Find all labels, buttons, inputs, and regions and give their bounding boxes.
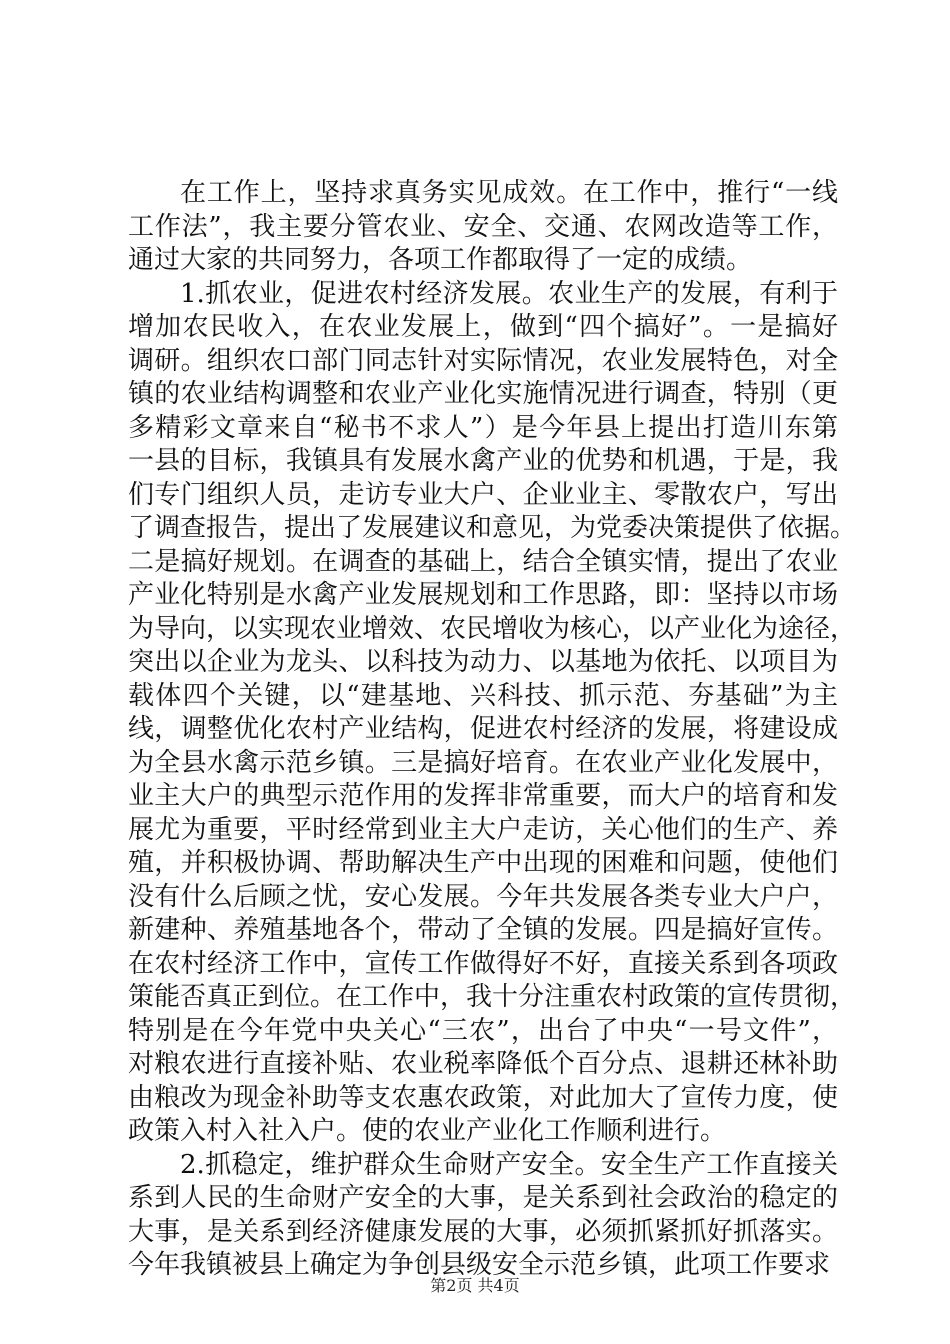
text-line: 一县的目标，我镇具有发展水禽产业的优势和机遇，于是，我 [128,446,838,476]
text-line: 增加农民收入，在农业发展上，做到“四个搞好”。一是搞好 [128,312,838,342]
text-line: 二是搞好规划。在调查的基础上，结合全镇实情，提出了农业 [128,546,838,577]
text-line: 多精彩文章来自“秘书不求人”）是今年县上提出打造川东第 [128,412,838,443]
text-line: 突出以企业为龙头、以科技为动力、以基地为依托、以项目为 [128,647,838,677]
text-line: 政策入村入社入户。使的农业产业化工作顺利进行。 [128,1116,727,1146]
text-line: 载体四个关键，以“建基地、兴科技、抓示范、夯基础”为主 [128,680,838,711]
text-line: 为导向，以实现农业增效、农民增收为核心，以产业化为途径， [128,613,857,644]
text-line: 殖，并积极协调、帮助解决生产中出现的困难和问题，使他们 [128,848,838,878]
text-line: 没有什么后顾之忧，安心发展。今年共发展各类专业大户户， [128,881,838,912]
text-line: 大事，是关系到经济健康发展的大事，必须抓紧抓好抓落实。 [128,1216,838,1247]
paragraph [128,177,838,278]
text-line: 们专门组织人员，走访专业大户、企业业主、零散农户，写出 [128,479,838,510]
text-line: 工作法”，我主要分管农业、安全、交通、农网改造等工作， [128,211,838,242]
paragraph [128,278,857,1149]
text-line: 镇的农业结构调整和农业产业化实施情况进行调查，特别（更 [128,379,838,409]
text-line: 在工作上，坚持求真务实见成效。在工作中，推行“一线 [180,178,838,208]
text-line: 线，调整优化农村产业结构，促进农村经济的发展，将建设成 [128,714,838,744]
text-line: 新建种、养殖基地各个，带动了全镇的发展。四是搞好宣传。 [128,915,838,945]
text-line: 业主大户的典型示范作用的发挥非常重要，而大户的培育和发 [128,781,838,811]
text-line: 对粮农进行直接补贴、农业税率降低个百分点、退耕还林补助 [128,1049,838,1079]
text-line: 系到人民的生命财产安全的大事，是关系到社会政治的稳定的 [128,1183,838,1213]
paragraph [128,1149,838,1283]
text-line: 策能否真正到位。在工作中，我十分注重农村政策的宣传贯彻， [128,982,857,1012]
text-line: 调研。组织农口部门同志针对实际情况，农业发展特色，对全 [128,345,838,376]
text-line: 在农村经济工作中，宣传工作做得好不好，直接关系到各项政 [128,948,838,979]
text-line: 产业化特别是水禽产业发展规划和工作思路，即：坚持以市场 [128,580,838,610]
text-line: 2.抓稳定，维护群众生命财产安全。安全生产工作直接关 [180,1149,838,1180]
text-line: 通过大家的共同努力，各项工作都取得了一定的成绩。 [128,245,753,275]
text-line: 了调查报告，提出了发展建议和意见，为党委决策提供了依据。 [128,513,857,543]
text-line: 特别是在今年党中央关心“三农”，出台了中央“一号文件”， [128,1015,838,1046]
page-footer: 第2页 共4页 [430,1276,520,1295]
text-line: 由粮改为现金补助等支农惠农政策，对此加大了宣传力度，使 [128,1082,838,1113]
text-line: 为全县水禽示范乡镇。三是搞好培育。在农业产业化发展中， [128,747,838,778]
document-body [128,177,857,1283]
text-line: 展尤为重要，平时经常到业主大户走访，关心他们的生产、养 [128,814,838,845]
text-line: 今年我镇被县上确定为争创县级安全示范乡镇，此项工作要求 [128,1250,831,1280]
text-line: 1.抓农业，促进农村经济发展。农业生产的发展，有利于 [180,278,838,309]
